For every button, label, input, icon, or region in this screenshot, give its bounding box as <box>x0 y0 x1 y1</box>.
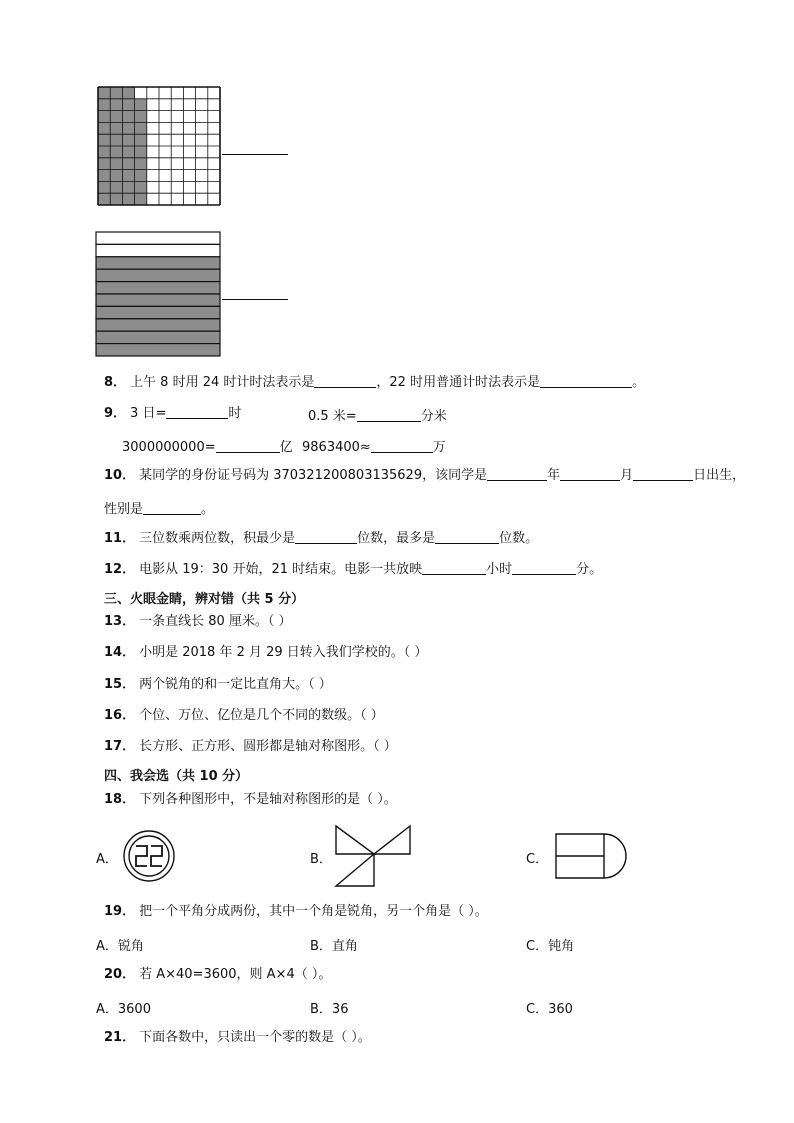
shaded-strip <box>96 331 220 343</box>
shaded-strip <box>96 344 220 356</box>
q19-option-b[interactable]: B．直角 <box>310 939 358 954</box>
shaded-cell <box>98 134 110 146</box>
shaded-cell <box>98 170 110 182</box>
answer-blank[interactable] <box>371 440 433 453</box>
shaded-strip <box>96 306 220 318</box>
shaded-cell <box>122 158 134 170</box>
question-19: 19． 把一个平角分成两份，其中一个角是锐角，另一个角是（ ）。 <box>104 904 488 919</box>
shaded-cell <box>110 122 122 134</box>
question-9-b: 0.5 米= 分米 <box>308 409 447 424</box>
shaded-cell <box>110 193 122 205</box>
q19-option-a[interactable]: A．锐角 <box>96 939 144 954</box>
shaded-cell <box>98 99 110 111</box>
shaded-cell <box>122 87 134 99</box>
shaded-strip <box>96 294 220 306</box>
shaded-cell <box>135 170 147 182</box>
section-title-choose: 四、我会选（共 10 分） <box>104 769 249 784</box>
option-a-label[interactable]: A． <box>96 852 118 867</box>
shaded-cell <box>98 146 110 158</box>
shaded-cell <box>110 87 122 99</box>
blank-strip <box>96 232 220 244</box>
shaded-cell <box>135 158 147 170</box>
shaded-cell <box>110 158 122 170</box>
question-15: 15． 两个锐角的和一定比直角大。（ ） <box>104 677 332 692</box>
shaded-cell <box>122 193 134 205</box>
shaded-cell <box>122 146 134 158</box>
shaded-strip <box>96 269 220 281</box>
answer-blank[interactable] <box>487 468 547 481</box>
shaded-strip <box>96 319 220 331</box>
shaded-cell <box>98 122 110 134</box>
question-21: 21． 下面各数中，只读出一个零的数是（ ）。 <box>104 1030 371 1045</box>
bowtie-triangles-figure <box>334 824 414 888</box>
option-b-label[interactable]: B． <box>310 852 332 867</box>
option-c-label[interactable]: C． <box>526 852 549 867</box>
answer-blank[interactable] <box>166 406 228 419</box>
q20-option-c[interactable]: C．360 <box>526 1002 573 1017</box>
shaded-cell <box>135 146 147 158</box>
q20-option-b[interactable]: B．36 <box>310 1002 349 1017</box>
strips-figure <box>94 230 224 360</box>
question-9-line-1: 9． 3 日= 时 <box>104 406 242 421</box>
section-title-judge: 三、火眼金睛，辨对错（共 5 分） <box>104 592 305 607</box>
shaded-strip <box>96 282 220 294</box>
strip-bands <box>96 232 220 356</box>
shaded-cell <box>98 87 110 99</box>
shaded-cell <box>98 193 110 205</box>
shaded-cell <box>122 134 134 146</box>
answer-blank[interactable] <box>633 468 693 481</box>
shaded-cell <box>110 134 122 146</box>
answer-blank[interactable] <box>216 440 280 453</box>
hundred-grid-figure <box>96 85 226 210</box>
question-18: 18． 下列各种图形中，不是轴对称图形的是（ ）。 <box>104 792 397 807</box>
shaded-cell <box>135 111 147 123</box>
shaded-cell <box>122 170 134 182</box>
shaded-cell <box>122 111 134 123</box>
shaded-cell <box>122 181 134 193</box>
answer-blank[interactable] <box>560 468 620 481</box>
rectangle-semicircle-figure <box>554 832 630 882</box>
question-11: 11． 三位数乘两位数，积最少是 位数，最多是 位数。 <box>104 531 539 546</box>
shaded-cell <box>135 193 147 205</box>
answer-blank[interactable] <box>512 562 576 575</box>
shaded-cell <box>122 122 134 134</box>
shaded-cell <box>135 122 147 134</box>
answer-blank[interactable] <box>435 531 499 544</box>
shaded-cell <box>122 99 134 111</box>
blank-strip <box>96 244 220 256</box>
answer-blank[interactable] <box>540 375 632 388</box>
shaded-cell <box>135 99 147 111</box>
question-14: 14． 小明是 2018 年 2 月 29 日转入我们学校的。（ ） <box>104 645 428 660</box>
shaded-cell <box>110 111 122 123</box>
shaded-cell <box>98 111 110 123</box>
question-10: 10． 某同学的身份证号码为 370321200803135629，该同学是 年 月 日出生， <box>104 468 746 483</box>
question-10-line-2: 性别是 。 <box>104 502 215 517</box>
q20-option-a[interactable]: A．3600 <box>96 1002 151 1017</box>
shaded-cell <box>135 181 147 193</box>
shaded-cell <box>110 146 122 158</box>
answer-blank[interactable] <box>422 562 486 575</box>
answer-blank[interactable] <box>295 531 357 544</box>
answer-line-strips <box>222 299 288 300</box>
answer-line-grid <box>222 154 288 155</box>
shaded-cell <box>110 170 122 182</box>
shaded-cell <box>110 181 122 193</box>
question-8: 8． 上午 8 时用 24 时计时法表示是 ，22 时用普通计时法表示是 。 <box>104 375 646 390</box>
shaded-cell <box>135 134 147 146</box>
answer-blank[interactable] <box>357 409 421 422</box>
question-17: 17． 长方形、正方形、圆形都是轴对称图形。（ ） <box>104 739 397 754</box>
shaded-cell <box>98 158 110 170</box>
circle-pattern-figure <box>122 829 176 883</box>
shaded-cell <box>110 99 122 111</box>
answer-blank[interactable] <box>143 502 201 515</box>
answer-blank[interactable] <box>314 375 376 388</box>
question-20: 20． 若 A×40=3600，则 A×4（ ）。 <box>104 967 332 982</box>
question-16: 16． 个位、万位、亿位是几个不同的数级。（ ） <box>104 708 384 723</box>
q19-option-c[interactable]: C．钝角 <box>526 939 575 954</box>
question-13: 13． 一条直线长 80 厘米。（ ） <box>104 614 292 629</box>
question-9-c: 3000000000= 亿 <box>122 440 293 455</box>
question-12: 12． 电影从 19：30 开始，21 时结束。电影一共放映 小时 分。 <box>104 562 603 577</box>
shaded-strip <box>96 257 220 269</box>
shaded-cell <box>98 181 110 193</box>
question-9-d: 9863400≈ 万 <box>302 440 446 455</box>
